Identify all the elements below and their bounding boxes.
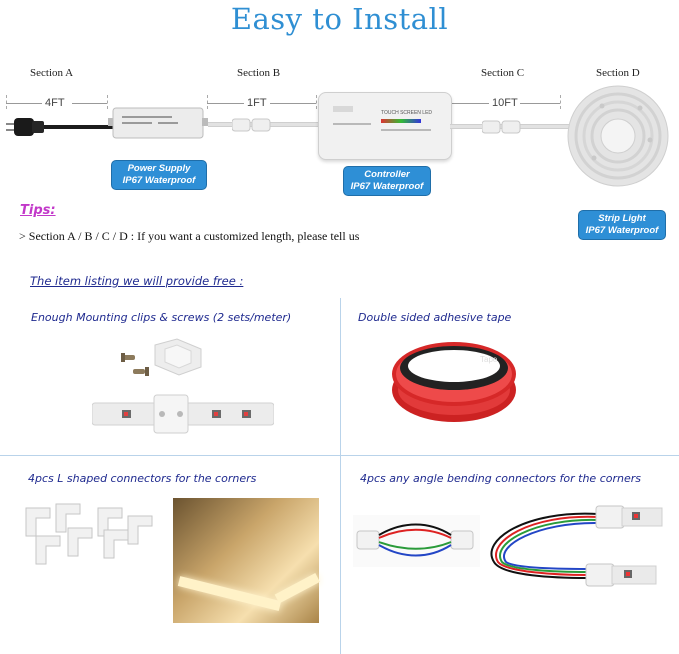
badge-title: Controller: [364, 169, 410, 180]
bending-connector-small-image: [353, 515, 480, 567]
tips-label: Tips:: [20, 203, 56, 218]
controller-mark: [333, 106, 353, 112]
dimension-line: [207, 103, 244, 104]
corner-light-photo: [173, 498, 319, 623]
rgb-strip-mark: [381, 119, 421, 123]
section-c-label: Section C: [481, 67, 525, 79]
controller-image: [318, 92, 452, 160]
strip-with-clip-image: [92, 393, 274, 435]
badge-title: Power Supply: [127, 163, 191, 174]
power-supply-badge: [111, 160, 207, 190]
grid-divider-horizontal: [0, 455, 679, 456]
badge-title: Strip Light: [598, 213, 646, 224]
connector-icon: [482, 119, 522, 135]
connector-icon: [232, 117, 272, 133]
badge-subtitle: IP67 Waterproof: [585, 225, 659, 236]
dimension-line: [449, 103, 489, 104]
item-clips-title: Enough Mounting clips & screws (2 sets/meter): [31, 311, 292, 324]
badge-subtitle: IP67 Waterproof: [350, 181, 424, 192]
dimension-line: [6, 103, 42, 104]
item-angle-connectors-title: 4pcs any angle bending connectors for the corners: [360, 472, 641, 485]
length-b: 1FT: [247, 97, 267, 109]
controller-text: TOUCH SCREEN LED: [381, 110, 433, 116]
section-d-label: Section D: [596, 67, 640, 79]
strip-light-badge: [578, 210, 666, 240]
badge-subtitle: IP67 Waterproof: [122, 175, 196, 186]
dimension-tick: [6, 95, 7, 109]
lit-strip: [178, 576, 281, 611]
controller-line: [333, 123, 371, 125]
length-a: 4FT: [45, 97, 65, 109]
section-b-label: Section B: [237, 67, 281, 79]
dimension-tick: [316, 95, 317, 109]
free-items-heading: The item listing we will provide free :: [30, 274, 244, 288]
lit-strip: [275, 573, 320, 603]
l-connectors-image: [22, 500, 164, 570]
item-tape-title: Double sided adhesive tape: [358, 311, 512, 324]
tips-text: > Section A / B / C / D : If you want a customized length, please tell us: [19, 229, 360, 243]
grid-divider-vertical: [340, 298, 341, 654]
controller-badge: [343, 166, 431, 196]
controller-line: [381, 129, 431, 131]
length-c: 10FT: [492, 97, 518, 109]
dimension-line: [270, 103, 316, 104]
item-l-connectors-title: 4pcs L shaped connectors for the corners: [28, 472, 257, 485]
adhesive-tape-image: [392, 338, 522, 424]
led-strip-reel-image: [564, 84, 674, 194]
dimension-tick: [560, 95, 561, 109]
power-plug-icon: [4, 112, 116, 142]
dimension-line: [72, 103, 107, 104]
mounting-clip-image: [115, 335, 205, 385]
tape-label-text: Tape: [480, 355, 498, 364]
bending-connector-large-image: [486, 500, 666, 600]
dimension-line: [520, 103, 560, 104]
page-title: Easy to Install: [230, 2, 449, 36]
section-a-label: Section A: [30, 67, 74, 79]
power-supply-image: [108, 106, 208, 142]
